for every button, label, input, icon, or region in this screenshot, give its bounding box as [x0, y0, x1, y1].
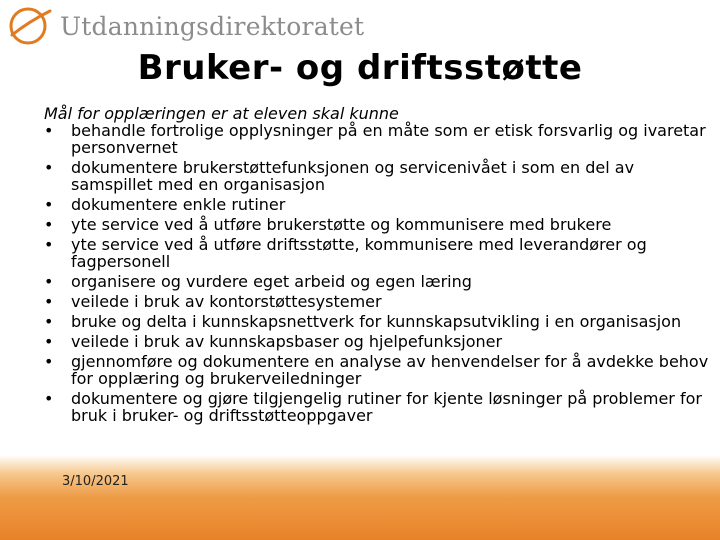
list-item	[44, 313, 712, 330]
list-item-text: bruke og delta i kunnskapsnettverk for kunnskapsutvikling i en organisasjon	[71, 312, 682, 331]
bullet-icon: •	[44, 389, 54, 408]
bullet-icon: •	[44, 121, 54, 140]
list-item-text: gjennomføre og dokumentere en analyse av henvendelser for å avdekke behov for opplæring og brukerveiledninger	[71, 352, 709, 388]
bullet-icon: •	[44, 352, 54, 371]
footer-band	[0, 455, 720, 540]
list-item	[44, 216, 712, 233]
list-item	[44, 236, 712, 270]
bullet-icon: •	[44, 312, 54, 331]
logo-text: Utdanningsdirektoratet	[60, 11, 365, 41]
bullet-icon: •	[44, 158, 54, 177]
bullet-icon: •	[44, 235, 54, 254]
bullet-icon: •	[44, 215, 54, 234]
intro-text: Mål for opplæringen er at eleven skal kunne	[44, 104, 399, 123]
list-item	[44, 196, 712, 213]
list-item-text: dokumentere brukerstøttefunksjonen og servicenivået i som en del av samspillet med en organisasjon	[71, 158, 635, 194]
list-item-text: yte service ved å utføre driftsstøtte, kommunisere med leverandører og fagpersonell	[71, 235, 647, 271]
list-item-text: behandle fortrolige opplysninger på en måte som er etisk forsvarlig og ivaretar personvernet	[71, 121, 706, 157]
list-item-text: veilede i bruk av kontorstøttesystemer	[71, 292, 382, 311]
udir-logo-icon	[6, 5, 52, 47]
list-item-text: yte service ved å utføre brukerstøtte og kommunisere med brukere	[71, 215, 612, 234]
list-item-text: organisere og vurdere eget arbeid og egen læring	[71, 272, 472, 291]
slide-content	[44, 105, 712, 427]
list-item	[44, 159, 712, 193]
bullet-icon: •	[44, 292, 54, 311]
udir-logo	[6, 4, 364, 48]
footer-date: 3/10/2021	[62, 474, 129, 489]
bullet-icon: •	[44, 272, 54, 291]
list-item	[44, 390, 712, 424]
list-item-text: dokumentere og gjøre tilgjengelig rutiner for kjente løsninger på problemer for bruk i bruker- og driftsstøtteoppgaver	[71, 389, 702, 425]
list-item	[44, 353, 712, 387]
list-item	[44, 293, 712, 310]
bullet-icon: •	[44, 195, 54, 214]
slide-title: Bruker- og driftsstøtte	[137, 48, 583, 88]
list-item	[44, 273, 712, 290]
bullet-icon: •	[44, 332, 54, 351]
list-item	[44, 122, 712, 156]
list-item	[44, 333, 712, 350]
list-item-text: veilede i bruk av kunnskapsbaser og hjelpefunksjoner	[71, 332, 503, 351]
bullet-list	[44, 122, 712, 424]
list-item-text: dokumentere enkle rutiner	[71, 195, 286, 214]
